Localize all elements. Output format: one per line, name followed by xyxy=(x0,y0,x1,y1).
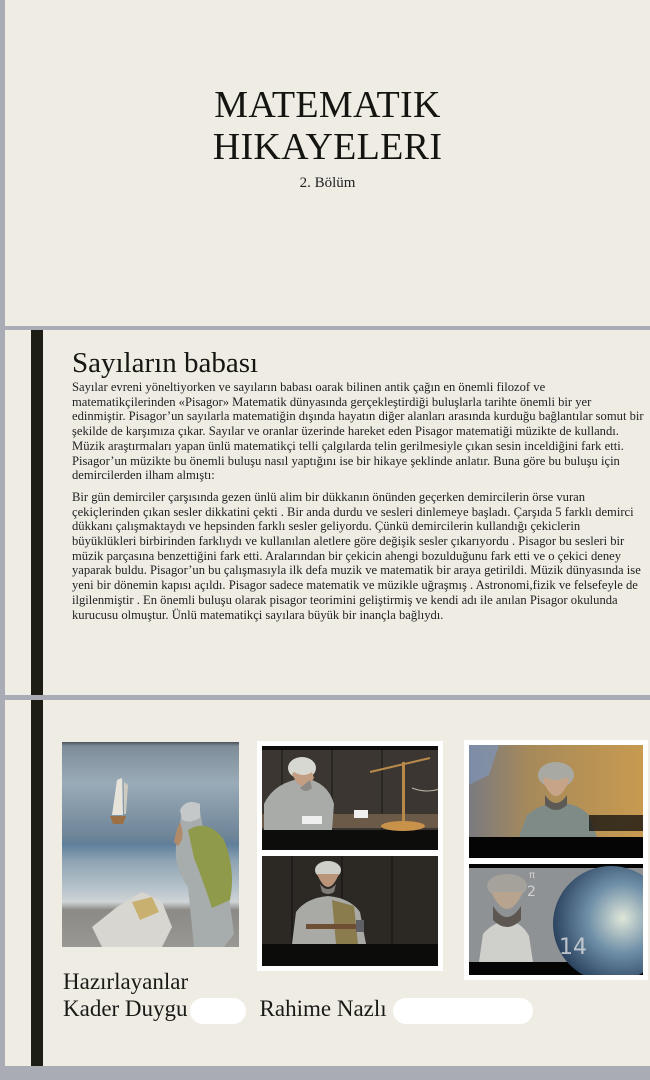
title-line-2: HIKAYELERI xyxy=(212,126,443,168)
image-hammer xyxy=(262,856,438,966)
title-slide xyxy=(5,0,650,326)
image-earth-numbers xyxy=(469,864,643,975)
svg-text:2: 2 xyxy=(527,884,536,900)
images-slide xyxy=(5,700,650,1066)
desk-scale-illustration xyxy=(262,746,438,850)
image-frame-thinker xyxy=(464,740,648,980)
credits-label: Hazırlayanlar xyxy=(63,969,189,994)
slide-heading: Sayıların babası xyxy=(72,347,259,379)
redaction-mark xyxy=(393,998,533,1024)
svg-text:14: 14 xyxy=(559,935,587,960)
presentation-title xyxy=(5,84,650,168)
accent-bar xyxy=(31,330,43,695)
redaction-mark xyxy=(190,998,246,1024)
author-1-name: Kader Duygu xyxy=(63,996,188,1021)
hammer-illustration xyxy=(262,856,438,966)
image-desk-scale xyxy=(262,746,438,850)
thinking-illustration xyxy=(469,745,643,858)
seashore-illustration xyxy=(62,742,239,947)
chapter-subtitle: 2. Bölüm xyxy=(299,175,356,191)
image-frame-workshop xyxy=(257,741,443,971)
slide-body xyxy=(72,380,647,629)
credits-authors xyxy=(63,995,533,1024)
earth-numbers-illustration xyxy=(469,864,643,975)
title-line-1: MATEMATIK xyxy=(214,84,441,126)
text-slide xyxy=(5,330,650,695)
paragraph-2: Bir gün demirciler çarşısında gezen ünlü alim bir dükkanın önünden geçerken demircilerin örse vuran çekiçlerinden çıkan sesler dikkatini çekti . Bir anda durdu ve sesleri dinlemeye başladı. Çarşıda 5 farklı demirci dükkanı çalışmaktaydı ve hepsinden farklı sesler geliyordu. Çünkü demircilerin kullandığı çekiclerin büyüklükleri birbirinden farklıydı ve kullanılan aletlere göre değişik sesler çıkarıyordu . Pisagor bu sesleri bir müzik parçasına benzettiğini fark etti. Aralarından bir çekicin ahengi bozulduğunu fark etti ve o çekici deney yaparak buldu. Pisagor’un bu çalışmasıyla ilk defa muzik ve matematik bir araya getirildi. Müzik dünyasında ise yeni bir dönemin kapısı açıldı. Pisagor sadece matematik ve müzikle uğraşmış . Astronomi,fizik ve felsefeyle de ilgilenmiştir . En önemli buluşu olarak pisagor teorimini geliştirmiş ve kendi adı ile anılan Pisagor okulunda kurucusu olmuştur. Ünlü matematikçi sayılara büyük bir inançla bağlıydı. xyxy=(72,489,641,622)
svg-text:π: π xyxy=(529,870,536,881)
image-seashore xyxy=(62,742,239,947)
image-thinking xyxy=(469,745,643,858)
author-2-name: Rahime Nazlı xyxy=(259,996,387,1021)
accent-bar xyxy=(31,700,43,1066)
paragraph-1: Sayılar evreni yöneltiyorken ve sayıların babası oarak bilinen antik çağın en önemli filozof ve matematikçilerinden «Pisagor» Matematik dünyasında gerçekleştirdiği buluşlarla tarihte önemli bir yer edinmiştir. Pisagor’un sayılarla matematiğin dışında hayatın diğer alanları arasında kurduğu bağlantılar somut bir şekilde de karşımıza çıkar. Sayılar ve oranlar üzerinde hareket eden Pisagor matematiği müzikte de kullandı. Müzik araştırmaları yapan ünlü matematikçi telli çalgılarda telin gerilmesiyle çıkan sesin inceldiğini fark etti. Pisagor’un müzikte bu önemli buluşu nasıl yaptığını ise bir hikaye şeklinde anlatır. Buna göre bu buluşu için demircilerden ilham almıştı: xyxy=(72,380,644,483)
